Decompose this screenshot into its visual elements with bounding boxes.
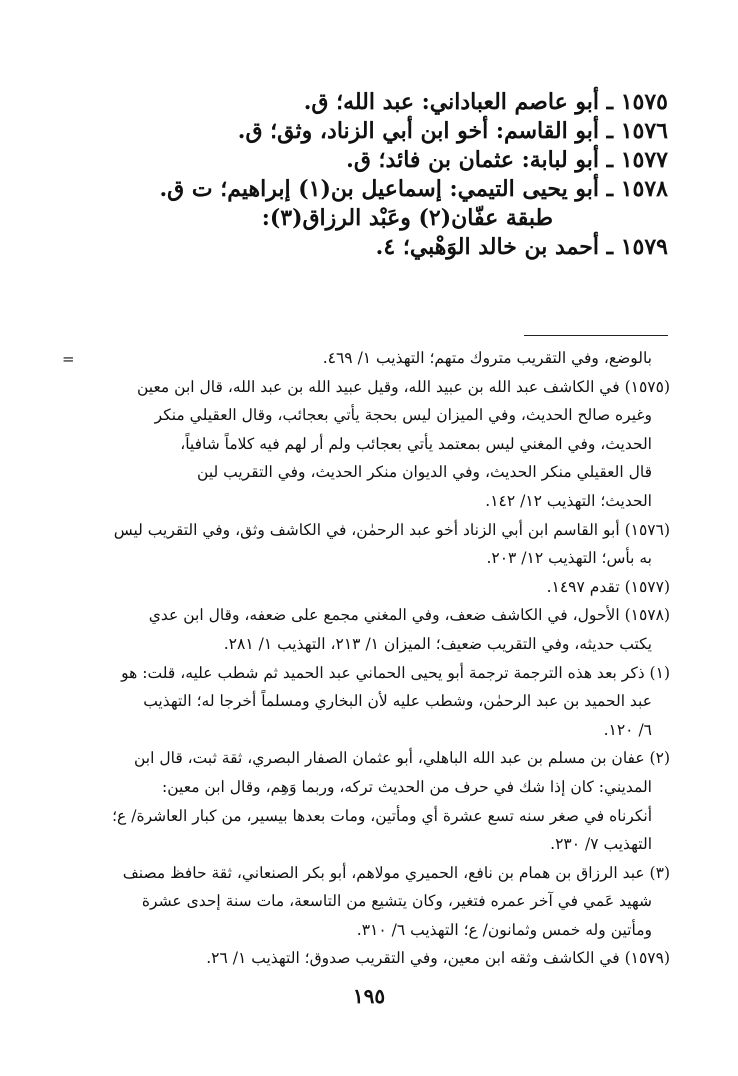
footnote-line: ومأتين وله خمس وثمانون/ ع؛ التهذيب ٦/ ٣١٠. [356, 920, 652, 939]
footnote-1578 [66, 601, 670, 658]
footnote-line: (٢) عفان بن مسلم بن عبد الله الباهلي، أبو عثمان الصفار البصري، ثقة ثبت، قال ابن [134, 749, 670, 768]
section-heading: طبقة عفّان(٢) وعَبْد الرزاق(٣): [261, 205, 553, 231]
footnote-line: قال العقيلي منكر الحديث، وفي الديوان منكر الحديث، وفي التقريب لين [197, 463, 652, 482]
footnote-line: (١) ذكر بعد هذه الترجمة ترجمة أبو يحيى الحماني عبد الحميد ثم شطب عليه، قلت: هو [121, 663, 670, 682]
entry-1577: ١٥٧٧ ـ أبو لبابة: عثمان بن فائد؛ ق. [346, 147, 668, 173]
entry-1575: ١٥٧٥ ـ أبو عاصم العباداني: عبد الله؛ ق. [303, 89, 668, 115]
footnote-1576 [66, 516, 670, 573]
footnote-line: (١٥٧٨) الأحول، في الكاشف ضعف، وفي المغني مجمع على ضعفه، وقال ابن عدي [148, 606, 670, 625]
footnote-1 [66, 659, 670, 745]
footnote-line: ٦/ ١٢٠. [603, 720, 652, 739]
footnote-continued [66, 344, 670, 373]
footnote-line: الحديث؛ التهذيب ١٢/ ١٤٢. [485, 491, 652, 510]
entry-1576: ١٥٧٦ ـ أبو القاسم: أخو ابن أبي الزناد، وثق؛ ق. [237, 118, 668, 144]
footnote-line: به بأس؛ التهذيب ١٢/ ٢٠٣. [486, 549, 652, 568]
footnote-line: يكتب حديثه، وفي التقريب ضعيف؛ الميزان ١/ ٢١٣، التهذيب ١/ ٢٨١. [223, 634, 652, 653]
page-number: ١٩٥ [352, 984, 386, 1008]
footnote-line: التهذيب ٧/ ٢٣٠. [550, 835, 652, 854]
footnote-3 [66, 859, 670, 945]
footnote-1579 [66, 944, 670, 973]
footnote-line: (١٥٧٦) أبو القاسم ابن أبي الزناد أخو عبد الرحمٰن، في الكاشف وثق، وفي التقريب ليس [113, 520, 670, 539]
footnote-line: وغيره صالح الحديث، وفي الميزان ليس بحجة يأتي بعجائب، وقال العقيلي منكر [154, 406, 652, 425]
footnote-line: (١٥٧٧) تقدم ١٤٩٧. [546, 577, 670, 596]
footnote-2 [66, 744, 670, 858]
main-text [68, 88, 668, 262]
continuation-mark: = [62, 350, 75, 368]
footnote-line: أنكرناه في صغر سنه تسع عشرة أي ومأتين، ومات بعدها بيسير، من كبار العاشرة/ ع؛ [112, 806, 652, 825]
footnote-separator [524, 335, 668, 336]
footnote-line: عبد الحميد بن عبد الرحمٰن، وشطب عليه لأن البخاري ومسلماً أخرجا له؛ التهذيب [143, 692, 652, 711]
footnote-line: شهيد عَمي في آخر عمره فتغير، وكان يتشيع من التاسعة، مات سنة إحدى عشرة [141, 892, 652, 911]
footnote-line: (١٥٧٩) في الكاشف وثقه ابن معين، وفي التقريب صدوق؛ التهذيب ١/ ٢٦. [206, 949, 670, 968]
footnotes [66, 344, 670, 973]
footnote-line: الحديث، وفي المغني ليس بمعتمد يأتي بعجائب ولم أر لهم فيه كلاماً شافياً، [180, 434, 652, 453]
entry-1578: ١٥٧٨ ـ أبو يحيى التيمي: إسماعيل بن(١) إبراهيم؛ ت ق. [159, 176, 668, 202]
footnote-1577 [66, 573, 670, 602]
footnote-1575 [66, 373, 670, 516]
entry-1579: ١٥٧٩ ـ أحمد بن خالد الوَهْبي؛ ٤. [375, 234, 668, 260]
footnote-line: المديني: كان إذا شك في حرف من الحديث تركه، وربما وَهِم، وقال ابن معين: [162, 777, 652, 796]
footnote-line: (٣) عبد الرزاق بن همام بن نافع، الحميري مولاهم، أبو بكر الصنعاني، ثقة حافظ مصنف [122, 863, 670, 882]
footnote-line: بالوضع، وفي التقريب متروك متهم؛ التهذيب ١/ ٤٦٩. [322, 349, 652, 367]
footnote-line: (١٥٧٥) في الكاشف عبد الله بن عبيد الله، وقيل عبيد الله بن عبد الله، قال ابن معين [136, 377, 670, 396]
